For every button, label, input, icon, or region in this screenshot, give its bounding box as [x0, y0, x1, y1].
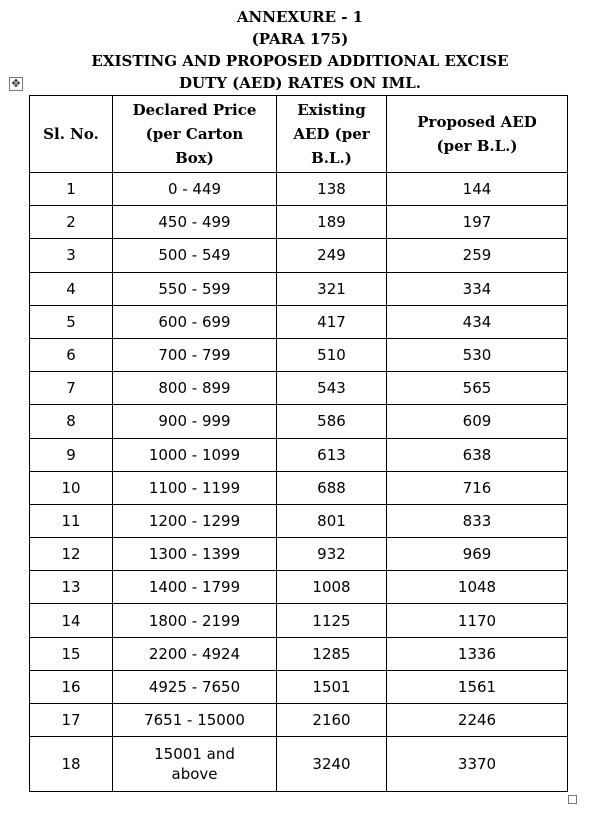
cell-sl-no: 3 [30, 239, 113, 272]
table-row [30, 704, 568, 737]
cell-proposed-aed: 716 [387, 471, 568, 504]
para-reference: (PARA 175) [251, 30, 349, 48]
cell-existing-aed: 613 [277, 438, 387, 471]
cell-existing-aed: 1501 [277, 670, 387, 703]
table-row [30, 272, 568, 305]
cell-proposed-aed: 197 [387, 206, 568, 239]
cell-declared-price: 7651 - 15000 [113, 704, 277, 737]
cell-sl-no: 1 [30, 173, 113, 206]
cell-sl-no: 12 [30, 538, 113, 571]
cell-sl-no: 15 [30, 637, 113, 670]
cell-proposed-aed: 609 [387, 405, 568, 438]
table-row [30, 637, 568, 670]
table-row [30, 504, 568, 537]
cell-existing-aed: 932 [277, 538, 387, 571]
table-row [30, 670, 568, 703]
table-title-line-1: EXISTING AND PROPOSED ADDITIONAL EXCISE [91, 52, 509, 70]
table-row [30, 405, 568, 438]
cell-proposed-aed: 1561 [387, 670, 568, 703]
table-row [30, 173, 568, 206]
table-row [30, 737, 568, 792]
table-row [30, 604, 568, 637]
table-row [30, 471, 568, 504]
cell-proposed-aed: 434 [387, 305, 568, 338]
cell-sl-no: 5 [30, 305, 113, 338]
cell-declared-price: 1200 - 1299 [113, 504, 277, 537]
table-title-line-2: DUTY (AED) RATES ON IML. [179, 74, 421, 92]
cell-proposed-aed: 259 [387, 239, 568, 272]
cell-proposed-aed: 565 [387, 372, 568, 405]
cell-existing-aed: 2160 [277, 704, 387, 737]
cell-declared-price: 1400 - 1799 [113, 571, 277, 604]
cell-proposed-aed: 3370 [387, 737, 568, 792]
cell-existing-aed: 510 [277, 338, 387, 371]
cell-existing-aed: 1285 [277, 637, 387, 670]
cell-existing-aed: 417 [277, 305, 387, 338]
cell-proposed-aed: 1170 [387, 604, 568, 637]
document-heading [0, 6, 600, 94]
cell-declared-price: 900 - 999 [113, 405, 277, 438]
cell-declared-price: 600 - 699 [113, 305, 277, 338]
cell-sl-no: 10 [30, 471, 113, 504]
cell-proposed-aed: 833 [387, 504, 568, 537]
cell-declared-price: 450 - 499 [113, 206, 277, 239]
cell-proposed-aed: 638 [387, 438, 568, 471]
cell-declared-price: 550 - 599 [113, 272, 277, 305]
cell-sl-no: 14 [30, 604, 113, 637]
cell-existing-aed: 586 [277, 405, 387, 438]
cell-sl-no: 6 [30, 338, 113, 371]
header-sl-no: Sl. No. [30, 96, 113, 173]
cell-existing-aed: 3240 [277, 737, 387, 792]
cell-existing-aed: 249 [277, 239, 387, 272]
cell-declared-price: 0 - 449 [113, 173, 277, 206]
cell-sl-no: 16 [30, 670, 113, 703]
table-row [30, 438, 568, 471]
cell-sl-no: 4 [30, 272, 113, 305]
cell-declared-price: 1300 - 1399 [113, 538, 277, 571]
cell-sl-no: 2 [30, 206, 113, 239]
table-row [30, 571, 568, 604]
header-existing-aed-label: Existing AED (per B.L.) [293, 101, 370, 167]
cell-proposed-aed: 144 [387, 173, 568, 206]
cell-sl-no: 18 [30, 737, 113, 792]
header-proposed-aed [387, 96, 568, 173]
table-resize-handle[interactable] [568, 795, 577, 804]
cell-sl-no: 11 [30, 504, 113, 537]
cell-existing-aed: 1008 [277, 571, 387, 604]
cell-proposed-aed: 1048 [387, 571, 568, 604]
cell-proposed-aed: 2246 [387, 704, 568, 737]
cell-existing-aed: 1125 [277, 604, 387, 637]
cell-existing-aed: 321 [277, 272, 387, 305]
table-row [30, 538, 568, 571]
cell-existing-aed: 688 [277, 471, 387, 504]
table-row [30, 338, 568, 371]
cell-declared-price: 1000 - 1099 [113, 438, 277, 471]
cell-existing-aed: 801 [277, 504, 387, 537]
cell-declared-price-text: 15001 and above [154, 745, 235, 784]
cell-sl-no: 17 [30, 704, 113, 737]
cell-sl-no: 7 [30, 372, 113, 405]
cell-existing-aed: 189 [277, 206, 387, 239]
table-row [30, 305, 568, 338]
cell-sl-no: 8 [30, 405, 113, 438]
cell-declared-price: 800 - 899 [113, 372, 277, 405]
cell-declared-price: 500 - 549 [113, 239, 277, 272]
table-header-row [30, 96, 568, 173]
header-proposed-aed-label: Proposed AED (per B.L.) [417, 113, 537, 155]
header-declared-price [113, 96, 277, 173]
cell-existing-aed: 543 [277, 372, 387, 405]
cell-declared-price: 1800 - 2199 [113, 604, 277, 637]
cell-declared-price: 4925 - 7650 [113, 670, 277, 703]
cell-existing-aed: 138 [277, 173, 387, 206]
cell-declared-price [113, 737, 277, 792]
header-existing-aed [277, 96, 387, 173]
table-row [30, 206, 568, 239]
cell-declared-price: 1100 - 1199 [113, 471, 277, 504]
table-row [30, 239, 568, 272]
cell-declared-price: 2200 - 4924 [113, 637, 277, 670]
cell-proposed-aed: 969 [387, 538, 568, 571]
cell-proposed-aed: 1336 [387, 637, 568, 670]
annexure-title: ANNEXURE - 1 [236, 8, 364, 26]
cell-declared-price: 700 - 799 [113, 338, 277, 371]
cell-proposed-aed: 530 [387, 338, 568, 371]
table-row [30, 372, 568, 405]
cell-sl-no: 13 [30, 571, 113, 604]
header-declared-price-label: Declared Price (per Carton Box) [132, 101, 257, 167]
cell-sl-no: 9 [30, 438, 113, 471]
cell-proposed-aed: 334 [387, 272, 568, 305]
aed-rates-table [29, 95, 568, 792]
table-move-handle-icon[interactable]: ✥ [9, 77, 23, 91]
